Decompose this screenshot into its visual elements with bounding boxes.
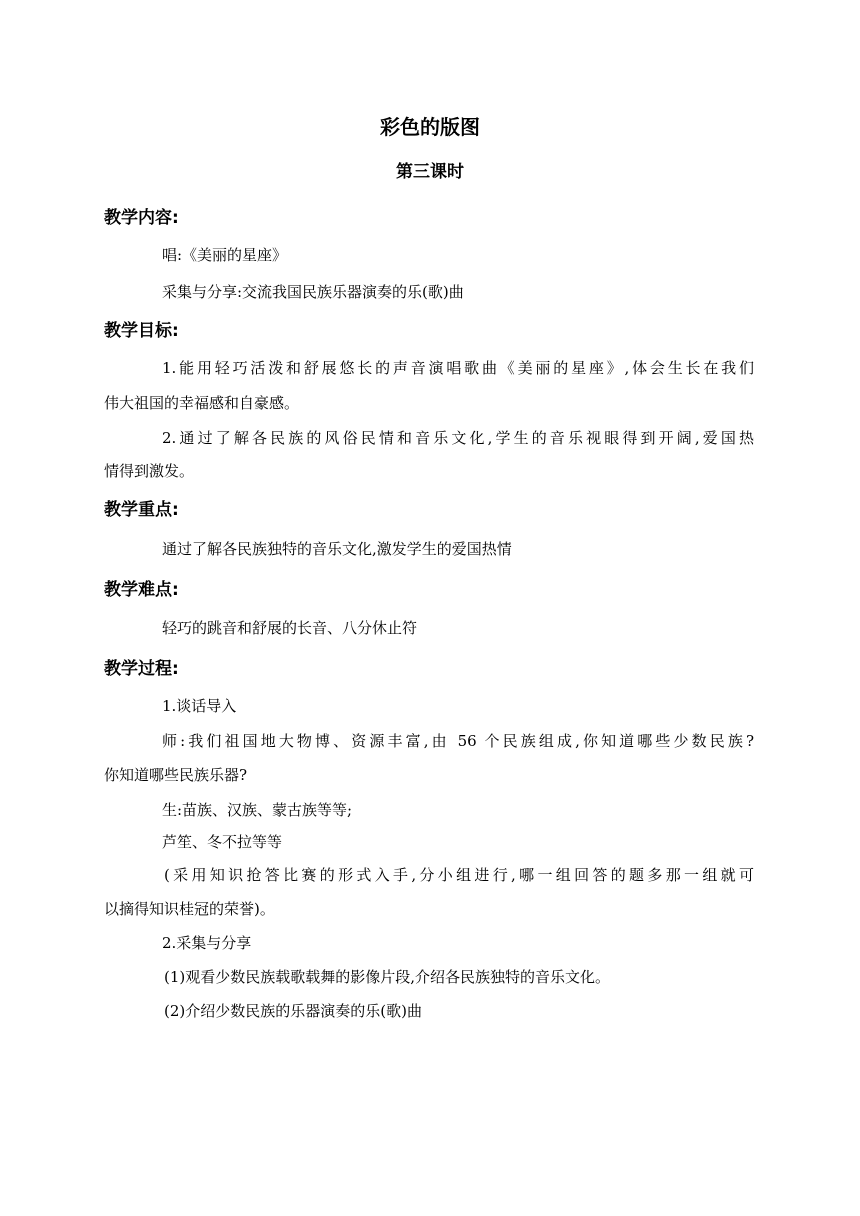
student-line-2: 芦笙、冬不拉等等 [162,833,283,851]
key-points-text: 通过了解各民族独特的音乐文化,激发学生的爱国热情 [162,540,512,558]
note-line-2: 以摘得知识桂冠的荣誉)。 [104,900,275,918]
content-line-2: 采集与分享:交流我国民族乐器演奏的乐(歌)曲 [162,283,464,301]
process-sub-1: (1)观看少数民族载歌载舞的影像片段,介绍各民族独特的音乐文化。 [164,968,611,986]
goal-2-line-2: 情得到激发。 [104,462,195,480]
heading-teaching-goals: 教学目标: [104,321,179,341]
teacher-line-2: 你知道哪些民族乐器? [104,766,248,784]
process-step-1: 1.谈话导入 [162,697,237,715]
student-line-1: 生:苗族、汉族、蒙古族等等; [162,801,353,819]
teacher-line-1: 师:我们祖国地大物博、资源丰富,由 56 个民族组成,你知道哪些少数民族? [162,732,754,750]
document-subtitle: 第三课时 [396,162,464,182]
note-line-1: (采用知识抢答比赛的形式入手,分小组进行,哪一组回答的题多那一组就可 [164,866,754,884]
heading-difficulties: 教学难点: [104,580,179,600]
goal-2-line-1: 2.通过了解各民族的风俗民情和音乐文化,学生的音乐视眼得到开阔,爱国热 [162,429,754,447]
content-line-1: 唱:《美丽的星座》 [162,246,288,264]
heading-key-points: 教学重点: [104,500,179,520]
goal-1-line-1: 1.能用轻巧活泼和舒展悠长的声音演唱歌曲《美丽的星座》,体会生长在我们 [162,359,754,377]
goal-1-line-2: 伟大祖国的幸福感和自豪感。 [104,394,300,412]
process-step-2: 2.采集与分享 [162,934,252,952]
document-title: 彩色的版图 [380,115,480,139]
difficulties-text: 轻巧的跳音和舒展的长音、八分休止符 [162,619,418,637]
heading-teaching-process: 教学过程: [104,659,179,679]
process-sub-2: (2)介绍少数民族的乐器演奏的乐(歌)曲 [164,1002,422,1020]
heading-teaching-content: 教学内容: [104,208,179,228]
